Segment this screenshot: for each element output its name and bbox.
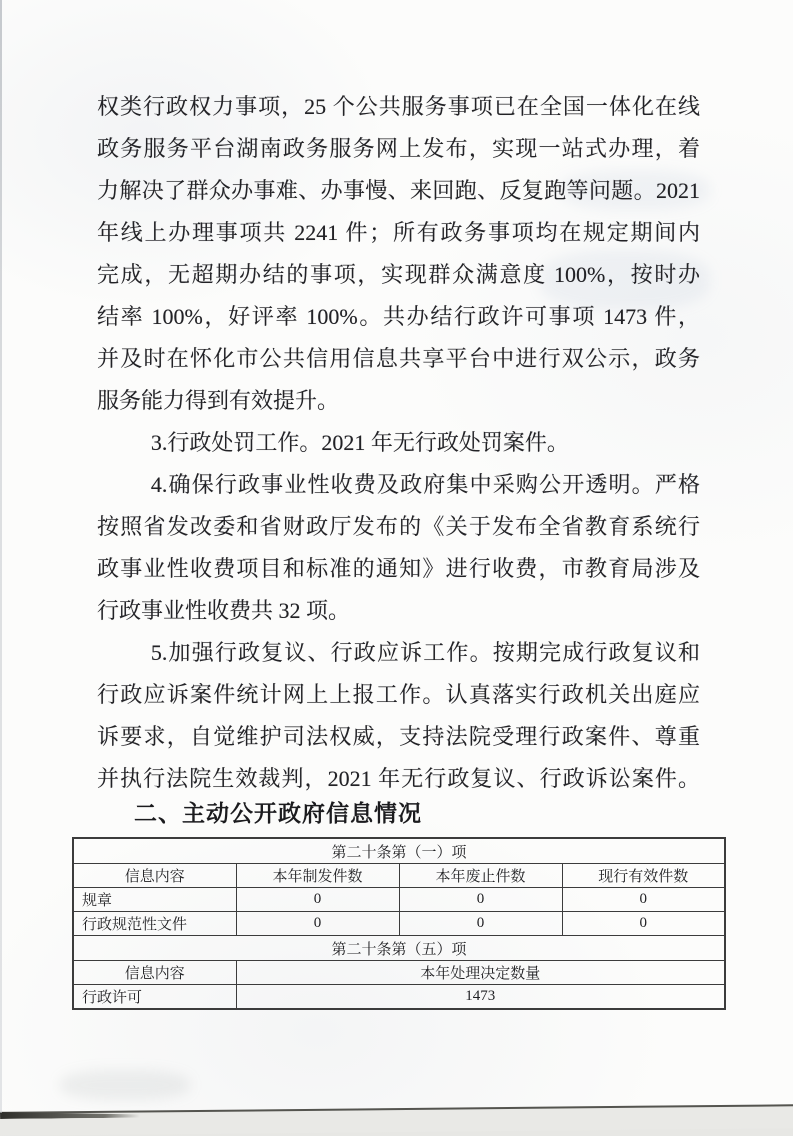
body-text-line: 诉要求，自觉维护司法权威，支持法院受理行政案件、尊重 [97, 724, 700, 749]
table-row [73, 838, 725, 864]
table-row [73, 961, 725, 985]
table-row [73, 985, 725, 1010]
body-text-line: 服务能力得到有效提升。 [97, 388, 340, 413]
table-cell: 0 [236, 888, 399, 912]
section-heading: 二、主动公开政府信息情况 [134, 800, 422, 826]
table-header-cell: 现行有效件数 [562, 864, 725, 888]
body-text-line: 并及时在怀化市公共信用信息共享平台中进行双公示，政务 [97, 346, 700, 371]
table-cell: 0 [562, 888, 725, 912]
table-cell: 0 [399, 888, 562, 912]
table-header-cell: 本年废止件数 [399, 864, 562, 888]
table-row-label: 规章 [73, 888, 236, 912]
table-cell: 0 [562, 912, 725, 936]
body-text-line: 3.行政处罚工作。2021 年无行政处罚案件。 [150, 430, 569, 455]
table-row [73, 936, 725, 961]
body-text-line: 结率 100%，好评率 100%。共办结行政许可事项 1473 件， [97, 304, 700, 329]
table-section-title: 第二十条第（五）项 [73, 936, 725, 961]
table-header-cell: 信息内容 [73, 961, 236, 985]
body-text-line: 权类行政权力事项，25 个公共服务事项已在全国一体化在线 [97, 94, 700, 119]
table-header-cell: 本年处理决定数量 [236, 961, 725, 985]
table-cell: 0 [236, 912, 399, 936]
body-text-line: 政事业性收费项目和标准的通知》进行收费，市教育局涉及 [97, 556, 700, 581]
table-row [73, 912, 725, 936]
body-text-block [97, 86, 700, 800]
table-cell: 0 [399, 912, 562, 936]
info-disclosure-table [72, 837, 726, 1010]
table-header-cell: 信息内容 [73, 864, 236, 888]
table-row [73, 864, 725, 888]
body-text-line: 行政应诉案件统计网上上报工作。认真落实行政机关出庭应 [97, 682, 700, 707]
table-cell: 1473 [236, 985, 725, 1010]
body-text-line: 5.加强行政复议、行政应诉工作。按期完成行政复议和 [150, 640, 700, 665]
body-text-line: 并执行法院生效裁判，2021 年无行政复议、行政诉讼案件。 [97, 766, 700, 791]
table-section-title: 第二十条第（一）项 [73, 838, 725, 864]
page-left-edge [0, 0, 2, 1113]
body-text-line: 力解决了群众办事难、办事慢、来回跑、反复跑等问题。2021 [97, 178, 700, 203]
table-row-label: 行政规范性文件 [73, 912, 236, 936]
table-header-cell: 本年制发件数 [236, 864, 399, 888]
table-row-label: 行政许可 [73, 985, 236, 1010]
body-text-line: 年线上办理事项共 2241 件；所有政务事项均在规定期间内 [97, 220, 700, 245]
body-text-line: 行政事业性收费共 32 项。 [97, 598, 351, 623]
body-text-line: 完成，无超期办结的事项，实现群众满意度 100%，按时办 [97, 262, 700, 287]
table-row [73, 888, 725, 912]
body-text-line: 按照省发改委和省财政厅发布的《关于发布全省教育系统行 [97, 514, 700, 539]
body-text-line: 政务服务平台湖南政务服务网上发布，实现一站式办理，着 [97, 136, 700, 161]
body-text-line: 4.确保行政事业性收费及政府集中采购公开透明。严格 [150, 472, 700, 497]
